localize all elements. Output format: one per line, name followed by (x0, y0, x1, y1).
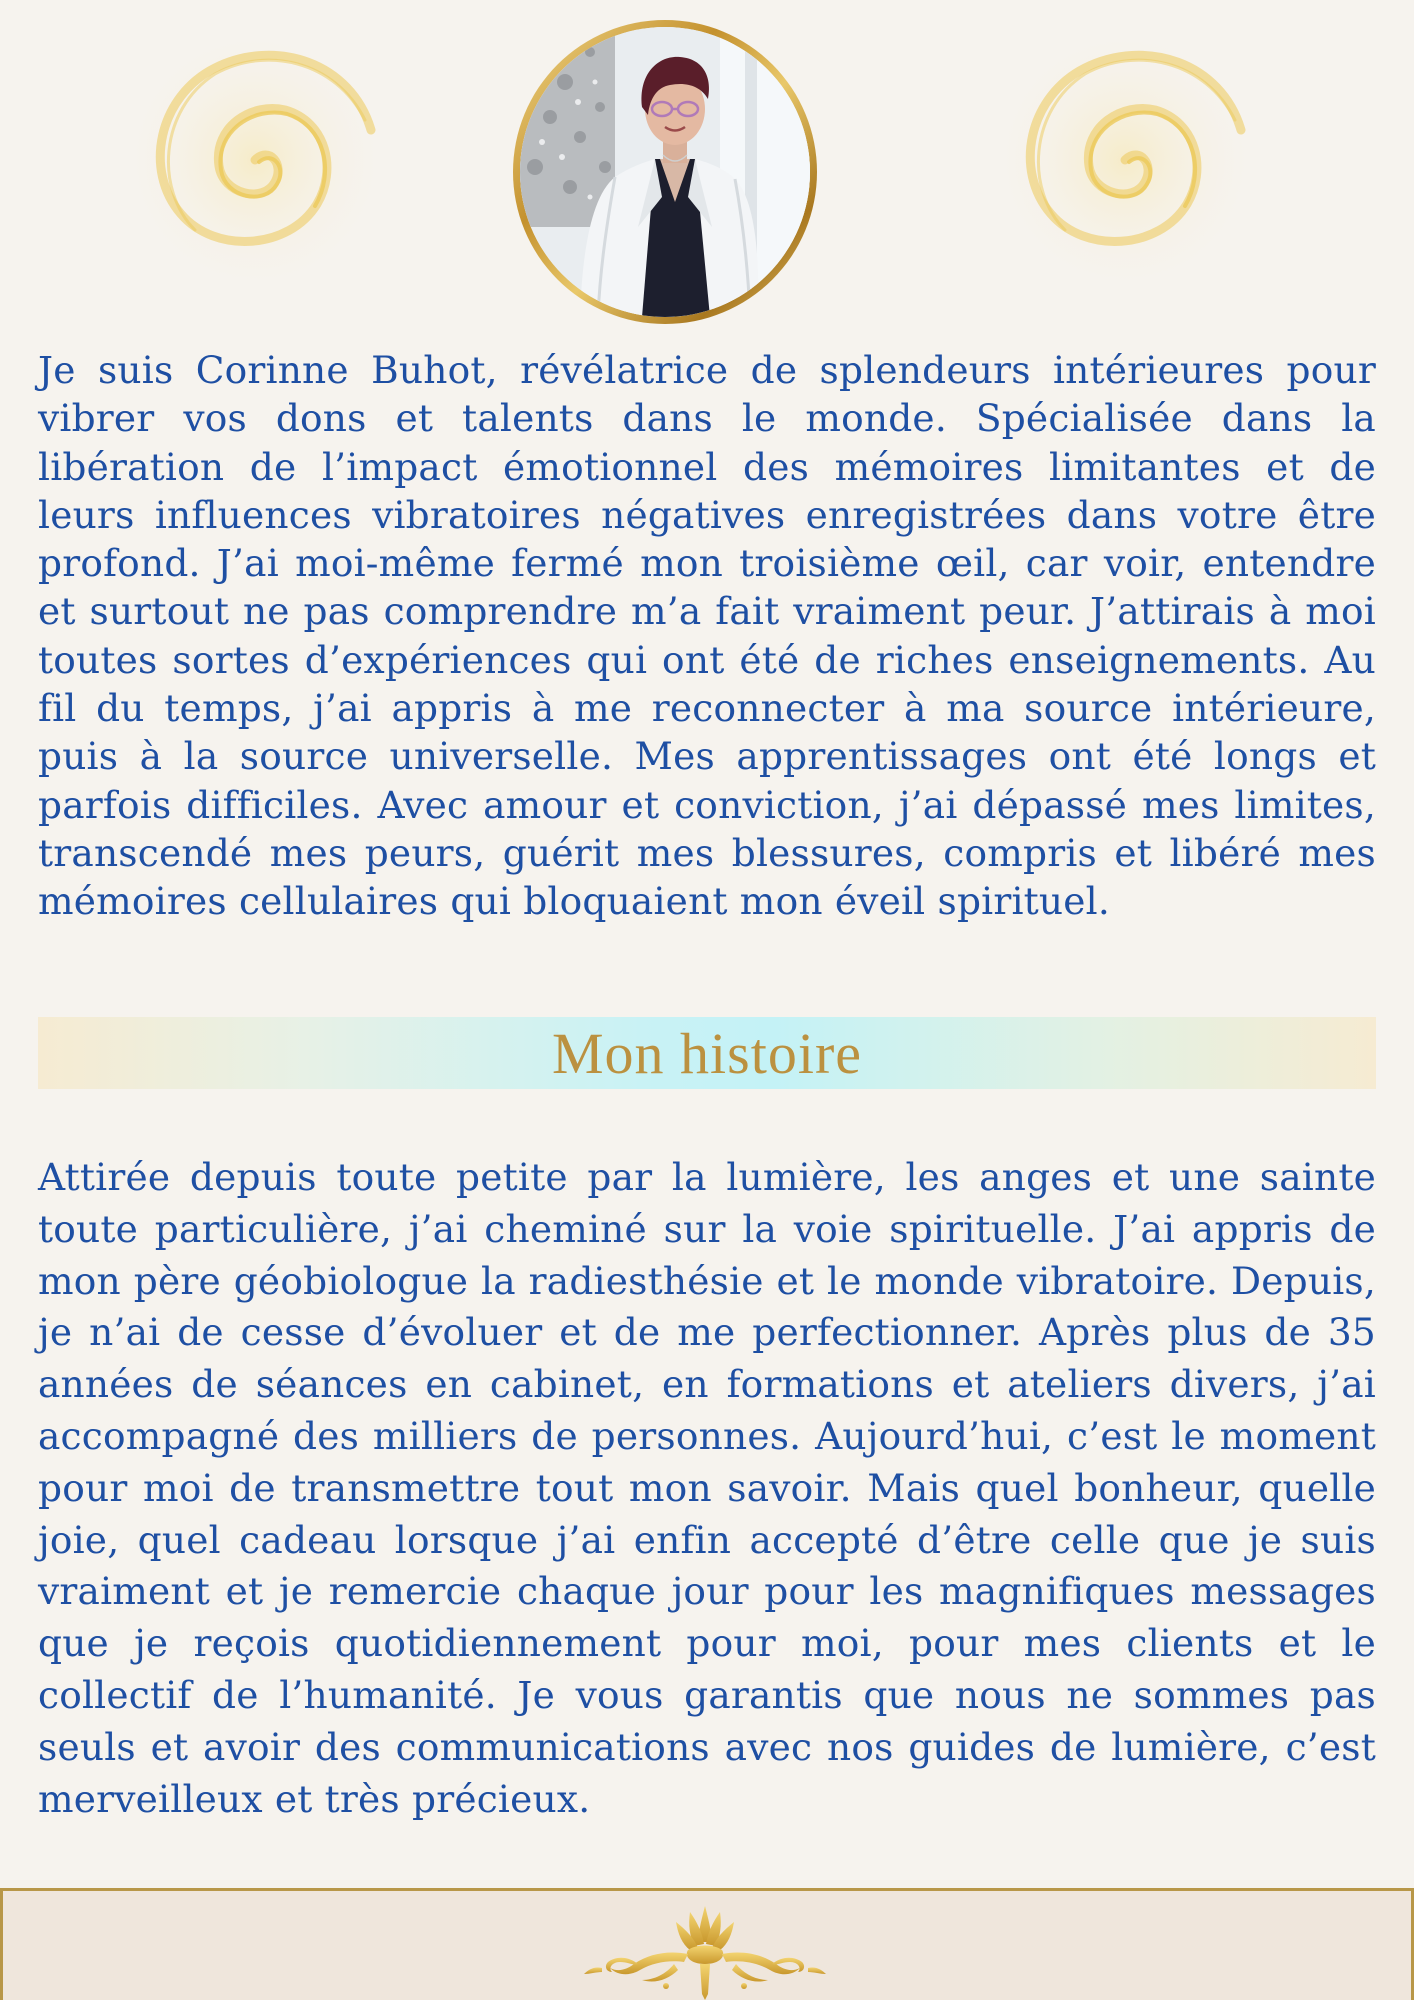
story-paragraph: Attirée depuis toute petite par la lumière, les anges et une sainte toute particulière, j’ai cheminé sur la voie spirituelle. J’ai appris de mon père géobiologue la radiesthésie et le monde vibratoire. Depuis, je n’ai de cesse d’évoluer et de me perfectionner. Après plus de 35 années de séances en cabinet, en formations et ateliers divers, j’ai accompagné des milliers de personnes. Aujourd’hui, c’est le moment pour moi de transmettre tout mon savoir. Mais quel bonheur, quelle joie, quel cadeau lorsque j’ai enfin accepté d’être celle que je suis vraiment et je remercie chaque jour pour les magnifiques messages que je reçois quotidiennement pour moi, pour mes clients et le collectif de l’humanité. Je vous garantis que nous ne sommes pas seuls et avoir des communications avec nos guides de lumière, c’est merveilleux et très précieux. (38, 1155, 1376, 1821)
golden-spiral-icon (985, 20, 1265, 300)
intro-paragraph: Je suis Corinne Buhot, révélatrice de splendeurs intérieures pour vibrer vos dons et talents dans le monde. Spécialisée dans la libération de l’impact émotionnel des mémoires limitantes et de leurs influences vibratoires négatives enregistrées dans votre être profond. J’ai moi-même fermé mon troisième œil, car voir, entendre et surtout ne pas comprendre m’a fait vraiment peur. J’attirais à moi toutes sortes d’expériences qui ont été de riches enseignements. Au fil du temps, j’ai appris à me reconnecter à ma source intérieure, puis à la source universelle. Mes apprentissages ont été longs et parfois difficiles. Avec amour et conviction, j’ai dépassé mes limites, transcendé mes peurs, guérit mes blessures, compris et libéré mes mémoires cellulaires qui bloquaient mon éveil spirituel. (38, 348, 1376, 924)
golden-spiral-icon (115, 20, 395, 300)
section-banner (38, 1017, 1376, 1089)
portrait-frame (513, 20, 817, 324)
section-title: Mon histoire (551, 1021, 863, 1086)
portrait-photo (520, 27, 810, 317)
fleur-ornament-icon (578, 1898, 832, 2000)
